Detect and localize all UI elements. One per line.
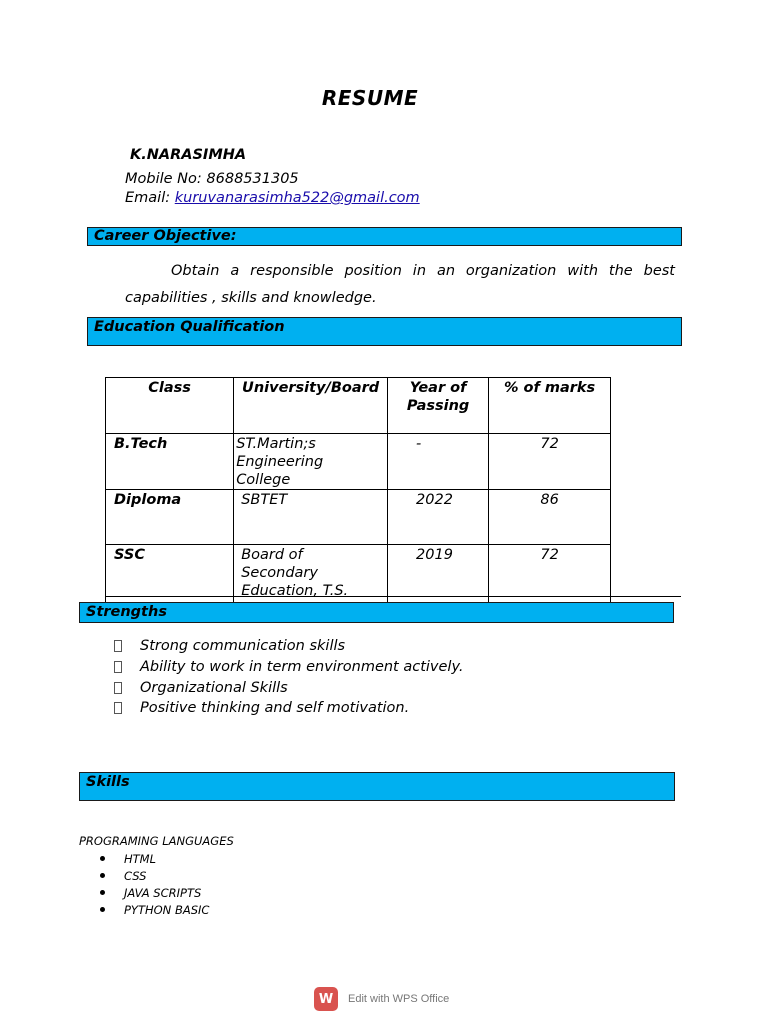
marks-cell: 86: [489, 490, 611, 545]
education-table: [105, 377, 611, 607]
skills-list: [100, 850, 209, 918]
list-item: [112, 636, 464, 657]
table-row: [106, 434, 611, 490]
mobile-number: 8688531305: [206, 171, 299, 187]
wps-edit-text: Edit with WPS Office: [348, 993, 450, 1005]
year-cell: -: [388, 434, 489, 490]
mobile-line: [125, 171, 299, 187]
column-header: University/Board: [234, 378, 388, 434]
board-cell: SBTET: [234, 490, 388, 545]
list-item: [100, 901, 209, 918]
strengths-heading: Strengths: [79, 602, 674, 623]
list-item-text: Ability to work in term environment actively.: [140, 659, 464, 676]
column-header: Year of Passing: [388, 378, 489, 434]
list-item-text: Organizational Skills: [140, 679, 288, 696]
career-objective-text: [125, 258, 675, 312]
career-objective-body: Obtain a responsible position in an organization with the best capabilities , skills and knowledge.: [125, 263, 675, 306]
list-item: [100, 867, 209, 884]
bullet-icon: [100, 856, 105, 861]
mobile-label: Mobile No:: [125, 171, 202, 187]
bullet-icon: [100, 890, 105, 895]
marks-cell: 72: [489, 434, 611, 490]
bullet-icon: [114, 661, 122, 673]
bullet-icon: [114, 640, 122, 652]
class-cell: SSC: [106, 545, 234, 607]
page-title: RESUME: [321, 86, 419, 110]
list-item-text: CSS: [124, 868, 147, 883]
wps-edit-banner[interactable]: [314, 987, 449, 1011]
class-cell: B.Tech: [106, 434, 234, 490]
list-item: [112, 657, 464, 678]
table-row: [106, 490, 611, 545]
bullet-icon: [114, 682, 122, 694]
list-item-text: JAVA SCRIPTS: [124, 885, 202, 900]
email-label: Email:: [125, 190, 171, 206]
section-divider: [105, 596, 681, 597]
board-cell: ST.Martin;s Engineering College: [234, 434, 388, 490]
wps-logo-icon: W: [314, 987, 338, 1011]
marks-cell: 72: [489, 545, 611, 607]
column-header: Class: [106, 378, 234, 434]
bullet-icon: [100, 907, 105, 912]
list-item-text: Strong communication skills: [140, 638, 346, 655]
list-item-text: Positive thinking and self motivation.: [140, 700, 410, 717]
career-objective-heading: Career Objective:: [87, 227, 682, 246]
candidate-name: K.NARASIMHA: [130, 147, 247, 163]
list-item: [112, 677, 464, 698]
table-header-row: [106, 378, 611, 434]
year-cell: 2022: [388, 490, 489, 545]
strengths-list: [112, 636, 464, 719]
year-cell: 2019: [388, 545, 489, 607]
bullet-icon: [100, 873, 105, 878]
table-row: [106, 545, 611, 607]
email-link[interactable]: kuruvanarasimha522@gmail.com: [174, 190, 420, 206]
bullet-icon: [114, 702, 122, 714]
skills-heading: Skills: [79, 772, 675, 801]
email-line: [125, 190, 420, 206]
skills-subheading: PROGRAMING LANGUAGES: [79, 834, 234, 848]
list-item-text: PYTHON BASIC: [124, 902, 210, 917]
board-cell: Board of Secondary Education, T.S.: [234, 545, 388, 607]
list-item-text: HTML: [124, 851, 157, 866]
class-cell: Diploma: [106, 490, 234, 545]
list-item: [112, 698, 464, 719]
column-header: % of marks: [489, 378, 611, 434]
list-item: [100, 850, 209, 867]
list-item: [100, 884, 209, 901]
education-heading: Education Qualification: [87, 317, 682, 346]
